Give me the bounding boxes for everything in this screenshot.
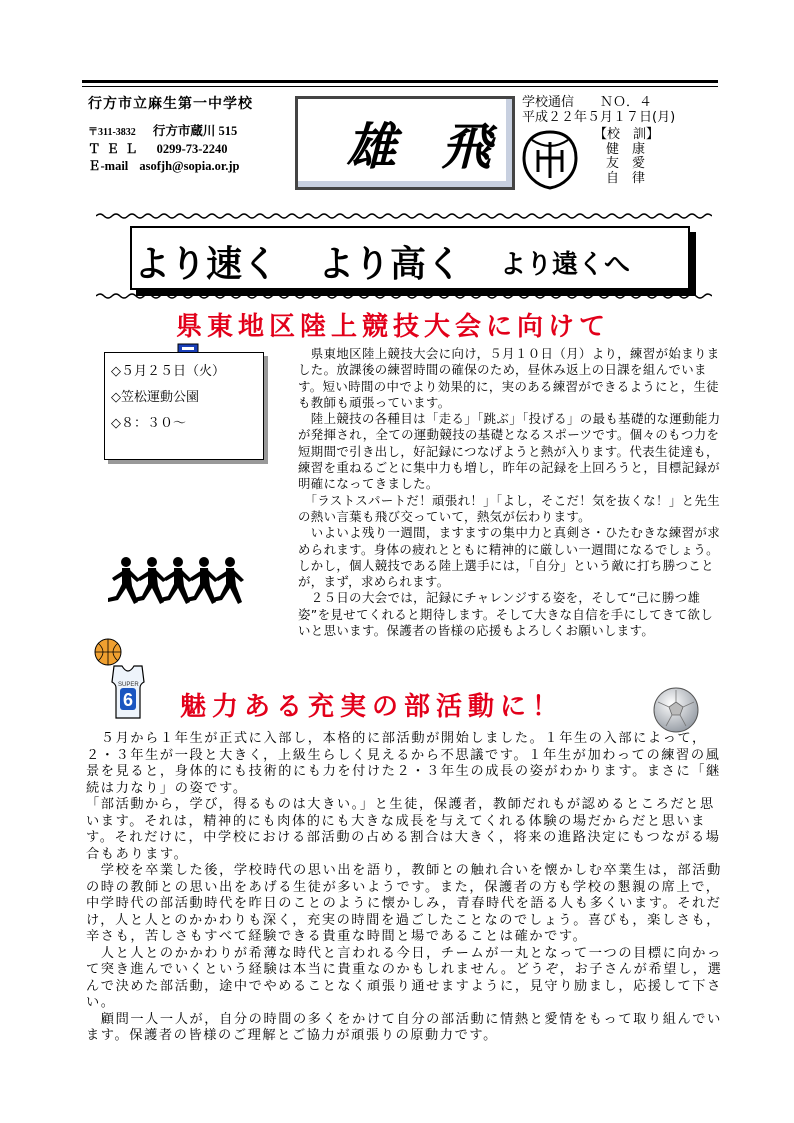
slogan-banner — [130, 226, 690, 290]
address: 行方市蔵川 515 — [152, 124, 238, 138]
section2-paragraph: ５月から１年生が正式に入部し，本格的に部活動が開始しました。１年生の入部によって，２・３年生が一段と大きく，上級生らしく見えるから不思議です。１年生が加わっての練習の風景を見ると，身体的にも技術的にも力を付けた２・３年生の成長の姿がわかります。まさに「継続は力なり」の姿です。 — [86, 731, 721, 796]
section1-paragraph: 陸上競技の各種目は「走る」「跳ぶ」「投げる」の最も基礎的な運動能力が発揮され，全ての運動競技の基礎となるスポーツです。個々のもつ力を短期間で引き出し，好記録につなげようと熱が入ります。代表生徒達も，練習を重ねるごとに集中力も増し，昨年の記録を上回ろうと，目標記録が明確になってきました。 — [298, 411, 721, 492]
motto-item-1: 健 康 — [606, 141, 646, 157]
slogan-part-2: より高く — [318, 244, 463, 285]
section1-paragraph: いよいよ残り一週間，ますますの集中力と真剣さ・ひたむきな練習が求められます。身体の疲れとともに精神的に厳しい一週間になるでしょう。しかし，個人競技である陸上選手には，「自分」という敵に打ち勝つことが，まず，求められます。 — [298, 525, 721, 590]
email-address: asofjh@sopia.or.jp — [139, 159, 240, 173]
wavy-divider-top — [96, 212, 712, 220]
wavy-divider-bottom — [96, 292, 712, 300]
newsletter-title: 雄 飛 — [346, 118, 506, 176]
event-date: ◇５月２５日（火） — [111, 364, 225, 379]
email-label: Ｅ-mail — [88, 159, 129, 173]
section2-paragraph: 「部活動から，学び，得るものは大きい。」と生徒，保護者，教師だれもが認めるところだと思います。それは，精神的にも肉体的にも大きな成長を与えてくれる体験の場だからだと思います。それだけに，中学校における部活動の占める割合は大きく，将来の進路決定にもつながる場合もあります。 — [86, 797, 721, 862]
event-note — [104, 352, 264, 460]
school-name: 行方市立麻生第一中学校 — [88, 96, 253, 112]
basketball-jersey-icon — [92, 636, 162, 722]
soccer-ball-icon — [652, 686, 700, 734]
section1-paragraph: ２５日の大会では，記録にチャレンジする姿を，そして“己に勝つ雄姿”を見せてくれると期待します。そして大きな自信を手にしてきて欲しいと思います。保護者の皆様の応援もよろしくお願いします。 — [298, 590, 714, 639]
slogan-part-3: より遠くへ — [500, 250, 631, 280]
section2-paragraph: 学校を卒業した後，学校時代の思い出を語り，教師との触れ合いを懐かしむ卒業生は，部活動の時の教師との思い出をあげる生徒が多いようです。また，保護者の方も学校の懇親の席上で，中学時代の部活動時代を昨日のことのように懐かしみ，青春時代を語る人も多くいます。それだけ，人と人とのかかわりも深く，充実の時間を過ごしたことなのでしょう。喜びも，楽しさも，辛さも，苦しさもすべて経験できる貴重な時間と場であることは確かです。 — [86, 863, 722, 944]
newsletter-title-box — [295, 96, 515, 190]
motto-item-2: 友 愛 — [606, 156, 646, 171]
motto-label: 【校 訓】 — [594, 127, 660, 142]
section2-heading: 魅力ある充実の部活動に！ — [180, 692, 565, 722]
section1-heading: 県東地区陸上競技大会に向けて — [176, 312, 611, 342]
tel-number: 0299-73-2240 — [156, 142, 228, 156]
header-top-rule-thin — [82, 86, 718, 87]
header-top-rule — [82, 80, 718, 83]
newsletter-info — [522, 96, 675, 125]
runners-icon — [104, 556, 264, 616]
tel-label: ＴＥＬ — [88, 142, 144, 156]
newsletter-number: 学校通信 ＮＯ．４ — [522, 95, 653, 110]
event-venue: ◇笠松運動公園 — [111, 390, 199, 405]
jersey-text: SUPER — [118, 682, 139, 688]
jersey-number: 6 — [123, 690, 134, 710]
section2-body — [86, 731, 724, 1045]
school-emblem-icon — [520, 128, 580, 190]
school-info — [88, 96, 253, 175]
section2-paragraph: 顧問一人一人が，自分の時間の多くをかけて自分の部活動に情熱と愛情をもって取り組んでいます。保護者の皆様のご理解とご協力が頑張りの原動力です。 — [86, 1011, 722, 1043]
section1-body — [298, 346, 722, 639]
newsletter-date: 平成２２年５月１７日(月) — [522, 109, 676, 125]
section1-paragraph: 県東地区陸上競技大会に向け，５月１０日（月）より，練習が始まりました。放課後の練習時間の確保のため，昼休み返上の日課を組んでいます。短い時間の中でより効果的に，実のある練習ができるようにと，生徒も教師も頑張っています。 — [298, 346, 720, 410]
slogan-part-1: より速く — [134, 244, 279, 285]
section1-paragraph: 「ラストスパートだ！頑張れ！」「よし，そこだ！気を抜くな！」と先生の熱い言葉も飛び交っていて，熱気が伝わります。 — [298, 492, 720, 524]
section2-paragraph: 人と人とのかかわりが希薄な時代と言われる今日，チームが一丸となって一つの目標に向かって突き進んでいくという経験は本当に貴重なのかもしれません。どうぞ，お子さんが希望し，選んで決めた部活動，途中でやめることなく頑張り通せますように，見守り励まし，応援して下さい。 — [86, 945, 723, 1010]
school-motto — [594, 128, 659, 186]
motto-item-3: 自 律 — [606, 170, 646, 186]
postal-code: 〒311-3832 — [88, 127, 136, 138]
event-time: ◇８：３０～ — [111, 416, 186, 431]
